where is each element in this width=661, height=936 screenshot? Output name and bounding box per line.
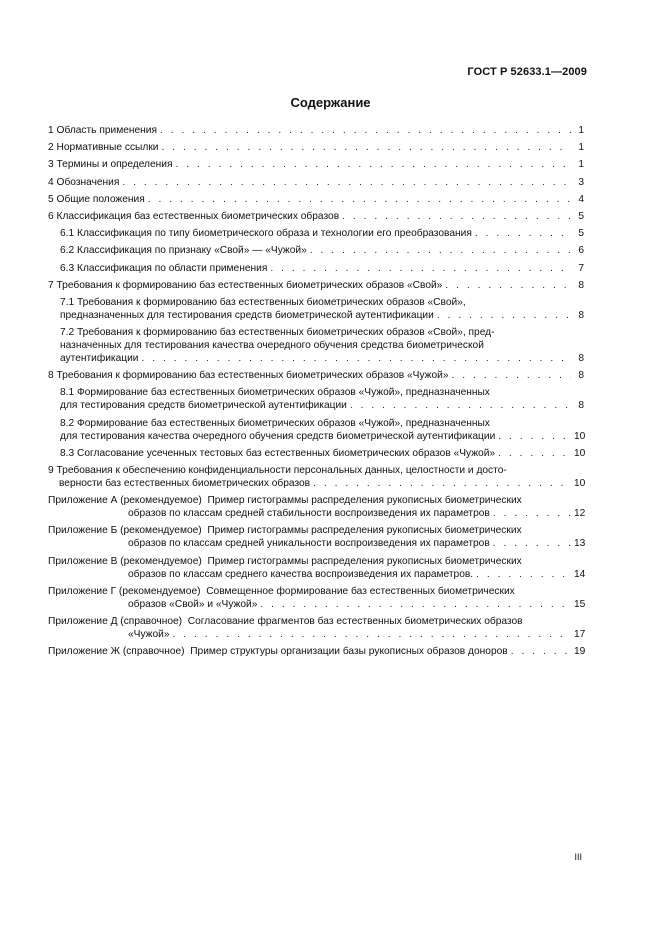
toc-num: 1 <box>48 125 54 136</box>
toc-num: 6.1 <box>60 228 75 240</box>
dot-leader <box>160 124 571 137</box>
toc-title-line: образов по классам среднего качества воспроизведения их параметров. <box>128 568 474 580</box>
appendix-label: Приложение Д (справочное) <box>48 615 183 627</box>
toc-title-line: назначенных для тестирования качества очередного обучения средства биометрической <box>60 340 484 352</box>
toc-title: Нормативные ссылки <box>56 142 159 154</box>
dot-leader <box>476 568 571 581</box>
toc-num: 6 <box>48 210 54 222</box>
toc-title-line: Формирование баз естественных биометрических образов «Чужой», предназначенных <box>77 417 490 429</box>
dot-leader <box>498 447 571 460</box>
toc-num: 8.2 <box>60 417 75 429</box>
toc-num: 7 <box>48 279 54 291</box>
toc-page: 5 <box>578 228 584 240</box>
toc-title-line: для тестирования средств биометрической аутентификации <box>60 400 347 412</box>
toc-page: 13 <box>574 538 586 550</box>
toc-entry-8-1[interactable] <box>48 386 584 412</box>
toc-entry-1[interactable] <box>48 124 584 137</box>
toc-title: Область применения <box>56 125 157 136</box>
toc-title-line: Согласование фрагментов баз естественных биометрических образов <box>187 615 523 627</box>
toc-title-line: Требования к формированию баз естественных биометрических образов «Свой», <box>77 296 466 308</box>
standard-number: ГОСТ Р 52633.1—2009 <box>467 66 587 78</box>
toc-title: Классификация по типу биометрического образа и технологии его преобразования <box>77 228 472 240</box>
page-number: III <box>574 852 582 862</box>
toc-num: 6.2 <box>60 245 75 257</box>
toc-page: 1 <box>578 142 584 154</box>
dot-leader <box>498 430 571 443</box>
toc-title: Классификация по признаку «Свой» — «Чужой» <box>77 245 307 257</box>
dot-leader <box>445 279 571 292</box>
toc-page: 8 <box>578 279 584 291</box>
table-of-contents <box>48 124 584 658</box>
toc-page: 8 <box>578 370 584 382</box>
toc-entry-8[interactable] <box>48 369 584 382</box>
toc-page: 10 <box>574 430 586 442</box>
toc-num: 3 <box>48 159 54 171</box>
appendix-label: Приложение А (рекомендуемое) <box>48 495 202 507</box>
toc-entry-7-1[interactable] <box>48 296 584 322</box>
toc-page: 12 <box>574 508 586 520</box>
toc-num: 4 <box>48 176 54 188</box>
toc-page: 10 <box>574 478 586 489</box>
toc-num: 7.2 <box>60 327 75 339</box>
toc-page: 7 <box>578 262 584 274</box>
dot-leader <box>122 176 571 189</box>
toc-title-line: Требования к формированию баз естественных биометрических образов «Свой», пред- <box>77 327 495 339</box>
dot-leader <box>342 210 571 223</box>
toc-num: 2 <box>48 142 54 154</box>
dot-leader <box>161 141 571 154</box>
toc-page: 1 <box>578 125 584 136</box>
dot-leader <box>270 262 571 275</box>
dot-leader <box>141 352 571 365</box>
toc-entry-2[interactable] <box>48 141 584 154</box>
toc-appendix-zh[interactable] <box>48 645 584 658</box>
toc-title-line: Совмещенное формирование баз естественных биометрических <box>206 585 515 597</box>
dot-leader <box>511 645 571 658</box>
toc-title-line: «Чужой» <box>128 628 170 640</box>
toc-page: 8 <box>578 400 584 412</box>
toc-title: Согласование усеченных тестовых баз естественных биометрических образов «Чужой» <box>77 447 496 459</box>
toc-appendix-g[interactable] <box>48 585 584 611</box>
appendix-label: Приложение Б (рекомендуемое) <box>48 525 202 537</box>
dot-leader <box>148 193 571 206</box>
toc-title-line: верности баз естественных биометрических образов <box>59 478 311 489</box>
toc-page: 19 <box>574 646 586 658</box>
toc-title-line: Формирование баз естественных биометрических образов «Чужой», предназначенных <box>77 387 490 399</box>
toc-num: 8.3 <box>60 447 75 459</box>
toc-appendix-b[interactable] <box>48 524 584 550</box>
toc-entry-4[interactable] <box>48 176 584 189</box>
toc-appendix-d[interactable] <box>48 615 584 641</box>
toc-entry-6-2[interactable] <box>48 244 584 257</box>
dot-leader <box>313 477 571 490</box>
toc-title-line: образов по классам средней уникальности воспроизведения их параметров <box>128 538 490 550</box>
toc-page: 5 <box>578 210 584 222</box>
toc-entry-7-2[interactable] <box>48 326 584 365</box>
toc-entry-9[interactable] <box>48 464 584 490</box>
toc-page: 6 <box>578 245 584 257</box>
toc-title: Классификация по области применения <box>77 262 268 274</box>
toc-page: 3 <box>578 176 584 188</box>
toc-title-line: Пример гистограммы распределения рукописных биометрических <box>207 525 522 537</box>
toc-title: Общие положения <box>56 193 145 205</box>
toc-entry-7[interactable] <box>48 279 584 292</box>
toc-entry-8-2[interactable] <box>48 417 584 443</box>
toc-title: Обозначения <box>56 176 120 188</box>
toc-entry-8-3[interactable] <box>48 447 584 460</box>
appendix-label: Приложение Ж (справочное) <box>48 646 185 658</box>
toc-title-line: предназначенных для тестирования средств биометрической аутентификации <box>60 309 434 321</box>
toc-page: 14 <box>574 568 586 580</box>
dot-leader <box>260 598 571 611</box>
toc-page: 10 <box>574 447 586 459</box>
toc-heading: Содержание <box>290 95 371 110</box>
toc-entry-6[interactable] <box>48 210 584 223</box>
toc-title-line: образов по классам средней стабильности воспроизведения их параметров <box>128 508 490 520</box>
toc-num: 7.1 <box>60 296 75 308</box>
toc-entry-3[interactable] <box>48 158 584 171</box>
toc-num: 6.3 <box>60 262 75 274</box>
toc-entry-6-1[interactable] <box>48 227 584 240</box>
dot-leader <box>437 309 571 322</box>
toc-title: Классификация баз естественных биометрических образов <box>56 210 340 222</box>
toc-title-line: для тестирования качества очередного обучения средств биометрической аутентификации <box>60 430 496 442</box>
dot-leader <box>452 369 571 382</box>
toc-page: 8 <box>578 309 584 321</box>
dot-leader <box>493 537 571 550</box>
toc-title-line: образов «Свой» и «Чужой» <box>128 598 258 610</box>
dot-leader <box>350 399 571 412</box>
toc-num: 9 <box>48 465 54 476</box>
toc-entry-5[interactable] <box>48 193 584 206</box>
toc-title-line: Требования к обеспечению конфиденциальности персональных данных, целостности и досто- <box>56 465 507 476</box>
appendix-label: Приложение Г (рекомендуемое) <box>48 585 201 597</box>
toc-title-line: аутентификации <box>60 353 139 365</box>
dot-leader <box>475 227 571 240</box>
toc-appendix-a[interactable] <box>48 494 584 520</box>
toc-page: 8 <box>578 353 584 365</box>
dot-leader <box>310 244 571 257</box>
toc-entry-6-3[interactable] <box>48 262 584 275</box>
toc-title: Термины и определения <box>56 159 173 171</box>
toc-num: 5 <box>48 193 54 205</box>
appendix-label: Приложение В (рекомендуемое) <box>48 555 202 567</box>
toc-title: Требования к формированию баз естественных биометрических образов «Чужой» <box>56 370 449 382</box>
toc-page: 17 <box>574 628 586 640</box>
toc-num: 8 <box>48 370 54 382</box>
toc-title: Пример структуры организации базы рукописных образов доноров <box>190 646 508 658</box>
toc-title: Требования к формированию баз естественных биометрических образов «Свой» <box>56 279 443 291</box>
toc-num: 8.1 <box>60 387 75 399</box>
toc-page: 15 <box>574 598 586 610</box>
toc-page: 4 <box>578 193 584 205</box>
dot-leader <box>173 628 571 641</box>
dot-leader <box>493 507 571 520</box>
toc-page: 1 <box>578 159 584 171</box>
toc-title-line: Пример гистограммы распределения рукописных биометрических <box>207 495 522 507</box>
toc-title-line: Пример гистограммы распределения рукописных биометрических <box>207 555 522 567</box>
dot-leader <box>176 158 572 171</box>
toc-appendix-v[interactable] <box>48 555 584 581</box>
